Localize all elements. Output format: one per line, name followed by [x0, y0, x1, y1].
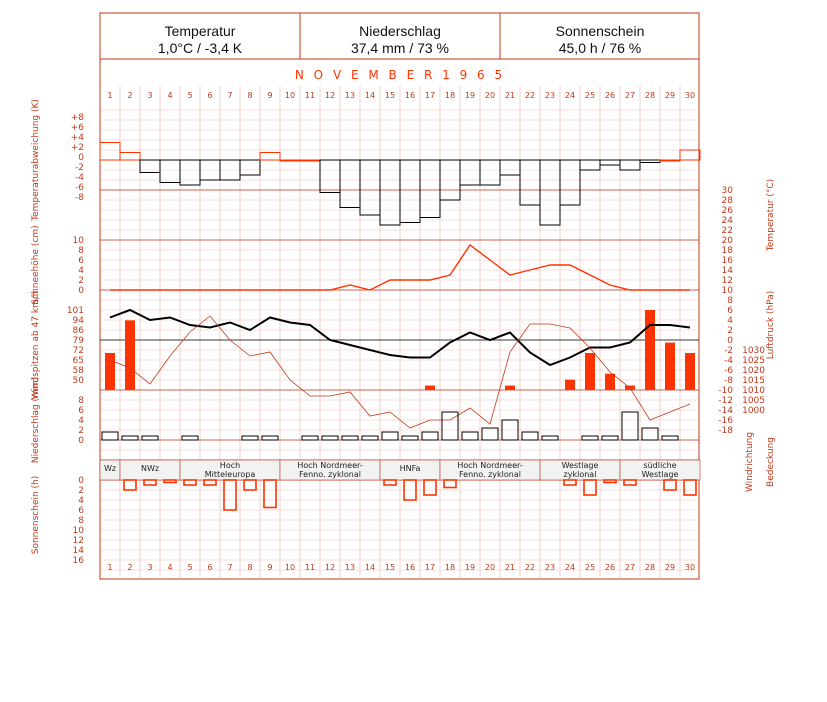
- temperature-deviation-bar: [620, 160, 640, 170]
- day-number: 14: [364, 91, 376, 100]
- axis-tick: 79: [72, 336, 84, 346]
- axis-tick: 4: [78, 266, 84, 276]
- day-number: 12: [324, 91, 336, 100]
- axis-tick: 10: [72, 526, 84, 536]
- panel-axis-label: Luftdruck (hPa): [766, 290, 776, 360]
- axis-tick: 2: [727, 326, 733, 336]
- sunshine-bar: [584, 480, 596, 495]
- axis-tick: 72: [72, 346, 84, 356]
- weather-type-label: Hoch Nordmeer-: [457, 461, 523, 470]
- day-number: 13: [344, 563, 356, 572]
- wind-peak-bar: [505, 386, 515, 390]
- wind-peak-bar: [685, 353, 695, 390]
- month-title: N O V E M B E R 1 9 6 5: [294, 68, 506, 82]
- day-number: 18: [444, 563, 456, 572]
- temperature-deviation-bar: [300, 160, 320, 161]
- axis-tick: 0: [78, 476, 84, 486]
- axis-tick: 1000: [742, 406, 765, 416]
- axis-tick: -4: [75, 173, 84, 183]
- axis-tick: 1020: [742, 366, 765, 376]
- temperature-deviation-bar: [540, 160, 560, 225]
- temperature-deviation-bar: [680, 150, 700, 160]
- precipitation-bar: [262, 436, 278, 440]
- wind-direction-label: Windrichtung: [745, 431, 755, 493]
- axis-tick: 6: [78, 506, 84, 516]
- temperature-deviation-bar: [420, 160, 440, 218]
- temperature-deviation-bar: [180, 160, 200, 185]
- axis-tick: 0: [78, 153, 84, 163]
- axis-tick: 14: [721, 266, 733, 276]
- day-number: 8: [247, 563, 253, 572]
- wind-peak-bar: [105, 353, 115, 390]
- sunshine-bar: [244, 480, 256, 490]
- temperature-deviation-bar: [660, 160, 680, 161]
- weather-type-label: Wz: [103, 464, 117, 473]
- precipitation-bar: [622, 412, 638, 440]
- precipitation-bar: [122, 436, 138, 440]
- day-number: 3: [147, 91, 153, 100]
- axis-tick: +4: [70, 133, 84, 143]
- day-number: 6: [207, 91, 213, 100]
- axis-tick: -6: [75, 183, 84, 193]
- axis-tick: -4: [724, 356, 733, 366]
- axis-tick: 10: [721, 286, 733, 296]
- sunshine-bar: [144, 480, 156, 485]
- temperature-title: Temperatur: [164, 23, 236, 39]
- temperature-deviation-bar: [140, 160, 160, 173]
- sunshine-bar: [184, 480, 196, 485]
- temperature-deviation-bar: [260, 153, 280, 161]
- wind-peak-bar: [665, 343, 675, 390]
- axis-tick: 65: [72, 356, 84, 366]
- axis-tick: 10: [72, 236, 84, 246]
- wind-peak-bar: [425, 386, 435, 390]
- day-number: 18: [444, 91, 456, 100]
- axis-tick: 20: [721, 236, 733, 246]
- axis-tick: 24: [721, 216, 733, 226]
- chart-frame: [100, 59, 699, 579]
- day-number: 20: [484, 563, 496, 572]
- day-number: 13: [344, 91, 356, 100]
- temperature-deviation-bar: [400, 160, 420, 223]
- precipitation-bar: [522, 432, 538, 440]
- day-numbers-top: [107, 91, 695, 100]
- axis-tick: 12: [721, 276, 733, 286]
- day-number: 30: [684, 91, 696, 100]
- axis-tick: 6: [727, 306, 733, 316]
- axis-tick: +2: [70, 143, 84, 153]
- precipitation-value: 37,4 mm / 73 %: [350, 40, 450, 56]
- temperature-deviation-bar: [160, 160, 180, 183]
- sunshine-bar: [264, 480, 276, 508]
- weather-type-label: Fenno. zyklonal: [299, 470, 361, 479]
- day-number: 9: [267, 91, 273, 100]
- axis-tick: -8: [724, 376, 733, 386]
- precipitation-bar: [662, 436, 678, 440]
- panel-axis-label: Temperaturabweichung (K): [31, 99, 41, 221]
- weather-type-label: Westlage: [641, 470, 679, 479]
- temperature-deviation-bar: [380, 160, 400, 225]
- precipitation-bar: [602, 436, 618, 440]
- day-number: 12: [324, 563, 336, 572]
- precipitation-bar: [342, 436, 358, 440]
- precipitation-bar: [422, 432, 438, 440]
- day-number: 28: [644, 563, 656, 572]
- day-number: 16: [404, 91, 416, 100]
- precipitation-bar: [102, 432, 118, 440]
- day-number: 11: [304, 563, 316, 572]
- axis-tick: 16: [721, 256, 733, 266]
- sunshine-bar: [664, 480, 676, 490]
- axis-tick: 101: [66, 306, 84, 316]
- precipitation-bar: [242, 436, 258, 440]
- temperature-deviation-bar: [480, 160, 500, 185]
- wind-peak-bar: [585, 353, 595, 390]
- day-number: 10: [284, 91, 296, 100]
- wind-peak-bar: [645, 310, 655, 390]
- axis-tick: 4: [727, 316, 733, 326]
- day-number: 20: [484, 91, 496, 100]
- axis-tick: -10: [718, 386, 733, 396]
- day-number: 14: [364, 563, 376, 572]
- day-number: 22: [524, 91, 536, 100]
- temperature-deviation-bar: [600, 160, 620, 165]
- axis-tick: 1005: [742, 396, 765, 406]
- precipitation-bars: [102, 412, 678, 440]
- weather-type-label: Westlage: [561, 461, 599, 470]
- axis-tick: 6: [78, 406, 84, 416]
- weather-type-label: Hoch: [219, 461, 241, 470]
- day-number: 11: [304, 91, 316, 100]
- axis-tick: 4: [78, 496, 84, 506]
- axis-tick: 14: [72, 546, 84, 556]
- sunshine-bars: [124, 480, 696, 510]
- sunshine-bar: [204, 480, 216, 485]
- day-number: 5: [187, 563, 193, 572]
- cloud-cover-label: Bedeckung: [766, 437, 776, 487]
- day-number: 9: [267, 563, 273, 572]
- day-number: 7: [227, 91, 233, 100]
- precipitation-bar: [322, 436, 338, 440]
- axis-tick: 2: [78, 426, 84, 436]
- axis-tick: -2: [75, 163, 84, 173]
- sunshine-bar: [424, 480, 436, 495]
- axis-tick: -16: [718, 416, 733, 426]
- temperature-deviation-bar: [240, 160, 260, 175]
- day-number: 26: [604, 91, 616, 100]
- precipitation-bar: [302, 436, 318, 440]
- day-number: 2: [127, 91, 133, 100]
- axis-tick: 58: [72, 366, 84, 376]
- day-number: 15: [384, 91, 396, 100]
- axis-tick: 6: [78, 256, 84, 266]
- temperature-deviation-bar: [580, 160, 600, 170]
- day-number: 29: [664, 563, 676, 572]
- sunshine-bar: [604, 480, 616, 483]
- weather-type-label: HNFa: [399, 464, 421, 473]
- day-number: 23: [544, 563, 556, 572]
- day-number: 7: [227, 563, 233, 572]
- axis-tick: 28: [721, 196, 733, 206]
- temperature-deviation-bar: [520, 160, 540, 205]
- axis-tick: 86: [72, 326, 84, 336]
- temperature-value: 1,0°C / -3,4 K: [157, 40, 243, 56]
- precipitation-title: Niederschlag: [359, 23, 441, 39]
- axis-tick: 1030: [742, 346, 765, 356]
- wind-peak-bar: [125, 320, 135, 390]
- day-number: 28: [644, 91, 656, 100]
- axis-tick: 18: [721, 246, 733, 256]
- temperature-deviation-bar: [500, 160, 520, 175]
- temperature-deviation-bar: [640, 160, 660, 163]
- weather-type-label: NWz: [140, 464, 160, 473]
- axis-tick: 22: [721, 226, 733, 236]
- axis-tick: 12: [72, 536, 84, 546]
- axis-tick: -12: [718, 396, 733, 406]
- day-number: 30: [684, 563, 696, 572]
- axis-tick: 0: [78, 286, 84, 296]
- sunshine-bar: [384, 480, 396, 485]
- weather-type-label: südliche: [643, 461, 677, 470]
- day-number: 1: [107, 91, 113, 100]
- day-number: 24: [564, 563, 576, 572]
- temperature-deviation-bar: [320, 160, 340, 193]
- precipitation-bar: [462, 432, 478, 440]
- day-number: 19: [464, 91, 476, 100]
- axis-tick: +8: [70, 113, 84, 123]
- precipitation-bar: [582, 436, 598, 440]
- sunshine-bar: [624, 480, 636, 485]
- axis-tick: 26: [721, 206, 733, 216]
- axis-tick: 8: [78, 246, 84, 256]
- day-number: 19: [464, 563, 476, 572]
- axis-tick: 50: [72, 376, 84, 386]
- axis-tick: 1015: [742, 376, 765, 386]
- day-numbers-bottom: [107, 563, 695, 572]
- day-number: 26: [604, 563, 616, 572]
- day-number: 6: [207, 563, 213, 572]
- axis-tick: -2: [724, 346, 733, 356]
- day-number: 27: [624, 91, 636, 100]
- sunshine-bar: [124, 480, 136, 490]
- day-number: 27: [624, 563, 636, 572]
- axis-tick: 8: [727, 296, 733, 306]
- sunshine-title: Sonnenschein: [555, 23, 645, 39]
- weather-type-label: Hoch Nordmeer-: [297, 461, 363, 470]
- axis-tick: -14: [718, 406, 733, 416]
- axis-tick: 1010: [742, 386, 765, 396]
- axis-tick: 1025: [742, 356, 765, 366]
- panel-axis-label: Windspitzen ab 47 km/h: [31, 290, 41, 400]
- temperature-deviation-bar: [560, 160, 580, 205]
- precipitation-bar: [142, 436, 158, 440]
- day-number: 21: [504, 91, 516, 100]
- sunshine-bar: [224, 480, 236, 510]
- temperature-deviation-bar: [360, 160, 380, 215]
- axis-tick: +6: [70, 123, 84, 133]
- sunshine-value: 45,0 h / 76 %: [558, 40, 642, 56]
- day-number: 10: [284, 563, 296, 572]
- axis-tick: -6: [724, 366, 733, 376]
- axis-tick: 8: [78, 396, 84, 406]
- day-number: 21: [504, 563, 516, 572]
- axis-tick: 0: [78, 436, 84, 446]
- axis-tick: 0: [727, 336, 733, 346]
- summary-header: [100, 13, 699, 59]
- day-number: 8: [247, 91, 253, 100]
- precipitation-bar: [382, 432, 398, 440]
- weather-type-label: zyklonal: [563, 470, 597, 479]
- axis-tick: 94: [72, 316, 84, 326]
- day-number: 24: [564, 91, 576, 100]
- axis-tick: 2: [78, 486, 84, 496]
- panel-axis-label: Niederschlag (mm): [31, 376, 41, 464]
- weather-type-label: Mitteleuropa: [204, 470, 256, 479]
- day-number: 16: [404, 563, 416, 572]
- day-number: 29: [664, 91, 676, 100]
- sunshine-bar: [564, 480, 576, 485]
- day-number: 3: [147, 563, 153, 572]
- axis-tick: 8: [78, 516, 84, 526]
- temperature-deviation-bar: [100, 143, 120, 161]
- day-number: 25: [584, 563, 596, 572]
- axis-tick: 4: [78, 416, 84, 426]
- precipitation-bar: [182, 436, 198, 440]
- axis-tick: -8: [75, 193, 84, 203]
- sunshine-bar: [164, 480, 176, 483]
- precipitation-bar: [542, 436, 558, 440]
- precipitation-bar: [362, 436, 378, 440]
- day-number: 5: [187, 91, 193, 100]
- day-number: 17: [424, 563, 436, 572]
- axis-tick: -18: [718, 426, 733, 436]
- axis-tick: 16: [72, 556, 84, 566]
- panel-axis-label: Sonnenschein (h): [31, 475, 41, 555]
- day-number: 4: [167, 563, 173, 572]
- day-number: 17: [424, 91, 436, 100]
- axis-tick: 2: [78, 276, 84, 286]
- sunshine-bar: [684, 480, 696, 495]
- temperature-deviation-bar: [340, 160, 360, 208]
- wind-peak-bar: [605, 374, 615, 390]
- day-number: 15: [384, 563, 396, 572]
- day-number: 22: [524, 563, 536, 572]
- day-number: 23: [544, 91, 556, 100]
- day-number: 1: [107, 563, 113, 572]
- wind-peak-bar: [565, 380, 575, 390]
- day-number: 25: [584, 91, 596, 100]
- day-number: 4: [167, 91, 173, 100]
- temperature-deviation-bar: [120, 153, 140, 161]
- axis-tick: 30: [721, 186, 733, 196]
- weather-type-label: Fenno. zyklonal: [459, 470, 521, 479]
- temperature-deviation-bar: [460, 160, 480, 185]
- panel-axis-label: Schneehöhe (cm): [31, 225, 41, 305]
- sunshine-bar: [444, 480, 456, 488]
- temperature-deviation-bar: [280, 160, 300, 161]
- weather-types-row: [100, 460, 700, 480]
- precipitation-bar: [402, 436, 418, 440]
- day-number: 2: [127, 563, 133, 572]
- panel-axis-label: Temperatur (°C): [766, 178, 776, 252]
